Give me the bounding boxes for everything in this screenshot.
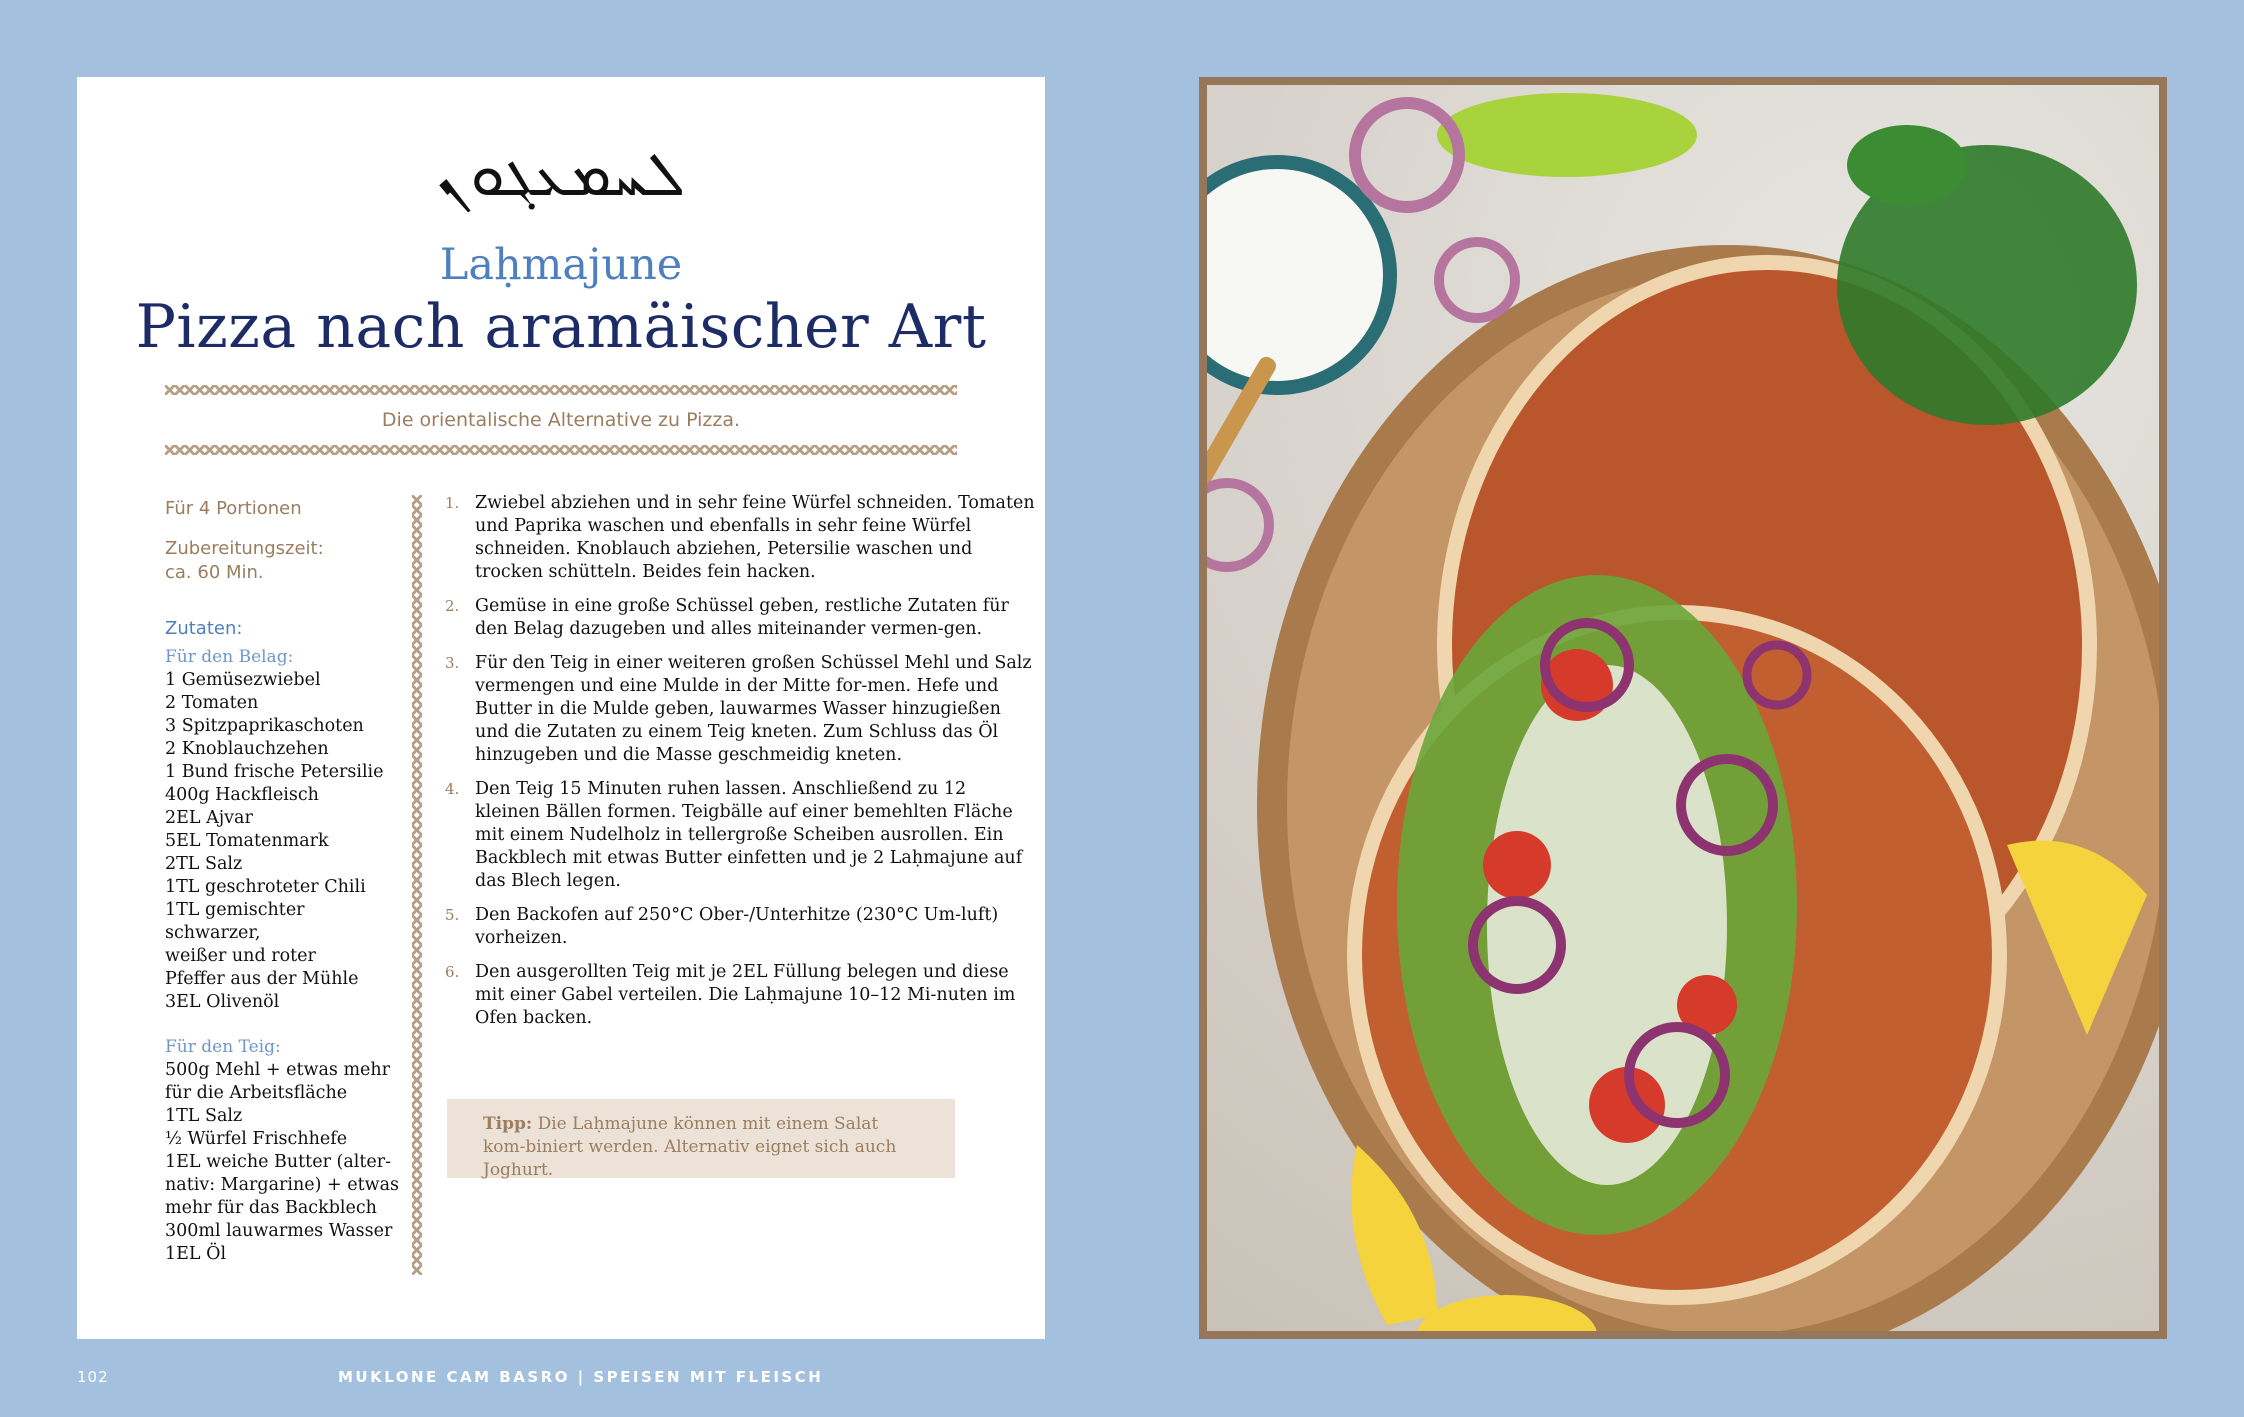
dough-list <box>165 1059 405 1266</box>
tip-label: Tipp: <box>483 1114 533 1134</box>
step-number: 3. <box>445 654 460 672</box>
topping-ingredient: 1TL geschroteter Chili <box>165 877 366 897</box>
topping-ingredient: 2EL Ajvar <box>165 808 253 828</box>
topping-ingredient: 400g Hackfleisch <box>165 785 319 805</box>
prep-time: ca. 60 Min. <box>165 562 264 583</box>
lahmajune-illustration <box>1207 85 2159 1331</box>
ornamental-column-divider <box>412 495 422 1275</box>
step-text: Gemüse in eine große Schüssel geben, restliche Zutaten für den Belag dazugeben und alles miteinander vermen-gen. <box>475 596 1009 639</box>
ingredients-column <box>165 497 405 1266</box>
dough-ingredient: ½ Würfel Frischhefe <box>165 1129 348 1149</box>
instructions-list <box>445 492 1035 1041</box>
ingredients-heading: Zutaten: <box>165 618 243 639</box>
instruction-step <box>445 904 1035 950</box>
instruction-step <box>445 652 1035 767</box>
step-number: 2. <box>445 597 460 615</box>
step-text: Den Teig 15 Minuten ruhen lassen. Anschließend zu 12 kleinen Bällen formen. Teigbälle auf einer bemehlten Fläche mit einem Nudelholz in tellergroße Scheiben ausrollen. Ein Backblech mit etwas Butter einfetten und je 2 Laḥmajune auf das Blech legen. <box>475 779 1023 891</box>
step-number: 5. <box>445 906 460 924</box>
topping-ingredient: 1 Bund frische Petersilie <box>165 762 384 782</box>
step-number: 6. <box>445 963 460 981</box>
step-text: Den ausgerollten Teig mit je 2EL Füllung belegen und diese mit einer Gabel verteilen. Die Laḥmajune 10–12 Mi-nuten im Ofen backen. <box>475 962 1016 1028</box>
recipe-page <box>77 77 1045 1339</box>
dough-ingredient: 1EL weiche Butter (alter- nativ: Margarine) + etwas mehr für das Backblech <box>165 1152 400 1218</box>
topping-ingredient: 1 Gemüsezwiebel <box>165 670 321 690</box>
aramaic-script-title: ܠܚܡܥܓܘܢ <box>436 137 686 210</box>
ornamental-divider-bottom <box>165 445 957 455</box>
dough-ingredient: 1EL Öl <box>165 1244 227 1264</box>
recipe-headline: Pizza nach aramäischer Art <box>135 292 987 362</box>
topping-list <box>165 669 405 1014</box>
topping-label: Für den Belag: <box>165 647 294 667</box>
topping-ingredient: 3EL Olivenöl <box>165 992 280 1012</box>
portions: Für 4 Portionen <box>165 498 302 519</box>
topping-ingredient: 2TL Salz <box>165 854 243 874</box>
topping-ingredient: 2 Knoblauchzehen <box>165 739 329 759</box>
tip-box <box>447 1099 955 1178</box>
topping-ingredient: 3 Spitzpaprikaschoten <box>165 716 364 736</box>
step-text: Für den Teig in einer weiteren großen Schüssel Mehl und Salz vermengen und eine Mulde in der Mitte for-men. Hefe und Butter in die Mulde geben, lauwarmes Wasser hinzugießen und die Zutaten zu einem Teig kneten. Zum Schluss das Öl hinzugeben und die Masse geschmeidig kneten. <box>475 653 1032 765</box>
recipe-subtitle: Die orientalische Alternative zu Pizza. <box>381 409 741 431</box>
dough-ingredient: 1TL Salz <box>165 1106 243 1126</box>
topping-ingredient: 1TL gemischter schwarzer, weißer und roter Pfeffer aus der Mühle <box>165 900 359 989</box>
instruction-step <box>445 961 1035 1030</box>
running-title: MUKLONE CAM BASRO | SPEISEN MIT FLEISCH <box>338 1368 824 1386</box>
step-text: Zwiebel abziehen und in sehr feine Würfel schneiden. Tomaten und Paprika waschen und ebenfalls in sehr feine Würfel schneiden. Knoblauch abziehen, Petersilie waschen und trocken schütteln. Beides fein hacken. <box>475 493 1035 582</box>
topping-ingredient: 2 Tomaten <box>165 693 259 713</box>
lahmajune-photo <box>1207 85 2159 1331</box>
recipe-name: Laḥmajune <box>439 240 683 290</box>
page-number: 102 <box>77 1368 109 1386</box>
topping-ingredient: 5EL Tomatenmark <box>165 831 329 851</box>
step-number: 4. <box>445 780 460 798</box>
instruction-step <box>445 595 1035 641</box>
step-text: Den Backofen auf 250°C Ober-/Unterhitze (230°C Um-luft) vorheizen. <box>475 905 999 948</box>
dough-ingredient: 300ml lauwarmes Wasser <box>165 1221 393 1241</box>
prep-time-label: Zubereitungszeit: <box>165 538 324 559</box>
step-number: 1. <box>445 494 460 512</box>
dough-label: Für den Teig: <box>165 1037 281 1057</box>
photo-frame <box>1199 77 2167 1339</box>
ornamental-divider-top <box>165 385 957 395</box>
dough-ingredient: 500g Mehl + etwas mehr für die Arbeitsfläche <box>165 1060 391 1103</box>
instruction-step <box>445 778 1035 893</box>
tip-text: Die Laḥmajune können mit einem Salat kom-biniert werden. Alternativ eignet sich auch Joghurt. <box>483 1114 897 1180</box>
instruction-step <box>445 492 1035 584</box>
